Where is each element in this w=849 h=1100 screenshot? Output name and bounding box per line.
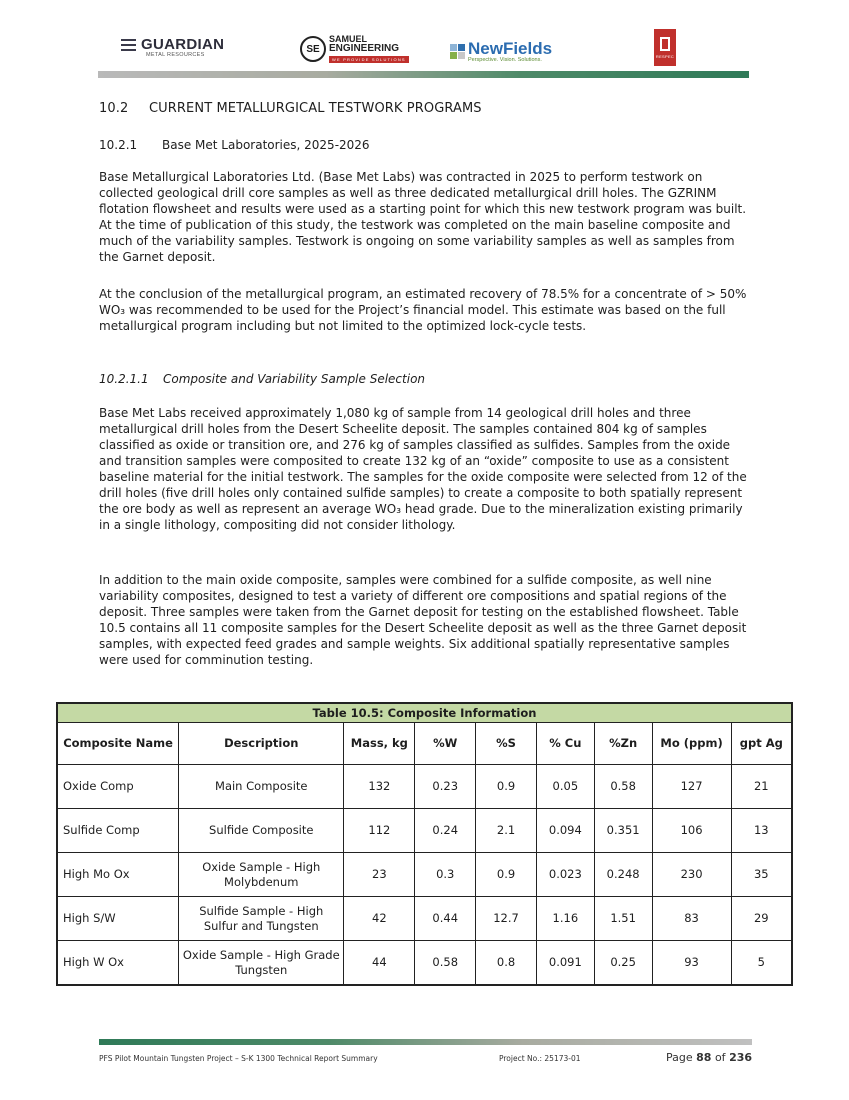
respec-mark-icon [660,37,670,51]
subsubsection-number: 10.2.1.1 [99,372,149,386]
table-cell: 5 [731,941,792,986]
table-cell: 230 [652,853,731,897]
table-cell: Oxide Comp [57,765,179,809]
se-mark: SE [300,36,326,62]
table-cell: 0.8 [476,941,537,986]
table-cell: Oxide Sample - High Grade Tungsten [179,941,344,986]
table-cell: 0.3 [415,853,476,897]
table-cell: 0.248 [594,853,652,897]
guardian-mark-icon [121,39,136,51]
total-pages: 236 [729,1051,753,1064]
subsection-number: 10.2.1 [99,138,138,152]
table-cell: 0.05 [536,765,594,809]
table-cell: 0.091 [536,941,594,986]
table-row [57,809,792,853]
table-header-cell: % Cu [536,723,594,765]
table-cell: 2.1 [476,809,537,853]
table-cell: 1.51 [594,897,652,941]
table-row [57,765,792,809]
table-cell: 93 [652,941,731,986]
table-header-row [57,723,792,765]
subsection-title: Base Met Laboratories, 2025-2026 [162,138,370,152]
table-cell: 44 [344,941,415,986]
paragraph-2: At the conclusion of the metallurgical program, an estimated recovery of 78.5% for a concentrate of > 50% WO₃ was recommended to be used for the Project’s financial model. This estimate was based on the full metallurgical program including but not limited to the optimized lock-cycle tests. [99,287,747,333]
table-cell: Oxide Sample - High Molybdenum [179,853,344,897]
table-cell: 106 [652,809,731,853]
table-cell: 0.25 [594,941,652,986]
table-cell: 0.023 [536,853,594,897]
table-cell: High S/W [57,897,179,941]
table-cell: 0.58 [415,941,476,986]
guardian-name: GUARDIAN [141,36,225,53]
footer-project-number: Project No.: 25173-01 [499,1054,581,1063]
table-title: Table 10.5: Composite Information [57,703,792,723]
table-cell: 29 [731,897,792,941]
newfields-tagline: Perspective. Vision. Solutions. [468,56,542,63]
footer-divider [99,1039,752,1045]
table-cell: 127 [652,765,731,809]
table-cell: 0.094 [536,809,594,853]
table-cell: 0.9 [476,765,537,809]
table-cell: Sulfide Sample - High Sulfur and Tungsten [179,897,344,941]
table-cell: Main Composite [179,765,344,809]
respec-name: RESPEC [655,53,675,59]
table-header-cell: %S [476,723,537,765]
table-cell: 12.7 [476,897,537,941]
table-header-cell: gpt Ag [731,723,792,765]
footer-report-title: PFS Pilot Mountain Tungsten Project – S-K 1300 Technical Report Summary [99,1054,378,1063]
subsubsection-title: Composite and Variability Sample Selection [163,372,426,386]
table-header-cell: Mass, kg [344,723,415,765]
table-header-cell: Composite Name [57,723,179,765]
table-row [57,941,792,986]
subsubsection-heading [99,371,751,387]
table-row [57,897,792,941]
table-header-cell: Description [179,723,344,765]
table-cell: 0.24 [415,809,476,853]
table-cell: 35 [731,853,792,897]
table-cell: High Mo Ox [57,853,179,897]
composite-info-table [56,702,793,986]
paragraph-3: Base Met Labs received approximately 1,080 kg of sample from 14 geological drill holes and three metallurgical drill holes from the Desert Scheelite deposit. The samples contained 804 kg of samples classified as oxide or transition ore, and 276 kg of samples classified as sulfides. Samples from the oxide and transition samples were composited to create 132 kg of an “oxide” composite to use as a consistent baseline material for the initial testwork. The samples for the oxide composite were selected from 12 of the drill holes (five drill holes only contained sulfide samples) to create a composite to both spatially represent the ore body as well as represent an average WO₃ head grade. Due to the mineralization existing primarily in a single lithology, compositing did not consider lithology. [99,406,747,532]
subsection-heading [99,137,751,153]
section-number: 10.2 [99,101,129,116]
section-title: CURRENT METALLURGICAL TESTWORK PROGRAMS [149,101,482,116]
of-label: of [714,1051,726,1064]
current-page: 88 [696,1051,712,1064]
table-cell: 1.16 [536,897,594,941]
table-cell: 0.9 [476,853,537,897]
newfields-logo [450,36,552,66]
table-cell: 83 [652,897,731,941]
page-label: Page [666,1051,693,1064]
guardian-logo [121,36,224,66]
respec-logo [654,29,676,66]
table-cell: 42 [344,897,415,941]
table-cell: Sulfide Composite [179,809,344,853]
table-cell: 0.351 [594,809,652,853]
table-cell: 112 [344,809,415,853]
samuel-tagline: WE PROVIDE SOLUTIONS [329,56,409,63]
footer-page-number [666,1051,752,1064]
table-cell: 23 [344,853,415,897]
engineering-name: ENGINEERING [329,43,400,54]
table-cell: 0.58 [594,765,652,809]
table-cell: 132 [344,765,415,809]
table-header-cell: %W [415,723,476,765]
paragraph-1: Base Metallurgical Laboratories Ltd. (Base Met Labs) was contracted in 2025 to perform testwork on collected geological drill core samples as well as three dedicated metallurgical drill holes. The GZRINM flotation flowsheet and results were used as a starting point for which this new testwork program was built. At the time of publication of this study, the testwork was completed on the main baseline composite and much of the variability samples. Testwork is ongoing on some variability samples as well as samples from the Garnet deposit. [99,170,747,264]
guardian-subtitle: METAL RESOURCES [146,52,205,58]
paragraph-4: In addition to the main oxide composite, samples were combined for a sulfide composite, as well nine variability composites, designed to test a variety of different ore compositions and spatial regions of the deposit. Three samples were taken from the Garnet deposit for testing on the established flowsheet. Table 10.5 contains all 11 composite samples for the Desert Scheelite deposit as well as the three Garnet deposit samples, with expected feed grades and sample weights. Six additional spatially representative samples were used for comminution testing. [99,573,747,667]
table-cell: 21 [731,765,792,809]
section-heading [99,101,751,117]
header-divider [98,71,749,78]
newfields-squares-icon [450,44,465,59]
table-cell: 13 [731,809,792,853]
table-cell: High W Ox [57,941,179,986]
table-cell: 0.44 [415,897,476,941]
table-row [57,853,792,897]
table-cell: 0.23 [415,765,476,809]
newfields-name: NewFields [468,38,553,58]
table-header-cell: Mo (ppm) [652,723,731,765]
table-header-cell: %Zn [594,723,652,765]
samuel-engineering-logo [300,34,409,64]
table-cell: Sulfide Comp [57,809,179,853]
samuel-name: SAMUEL [329,34,367,44]
